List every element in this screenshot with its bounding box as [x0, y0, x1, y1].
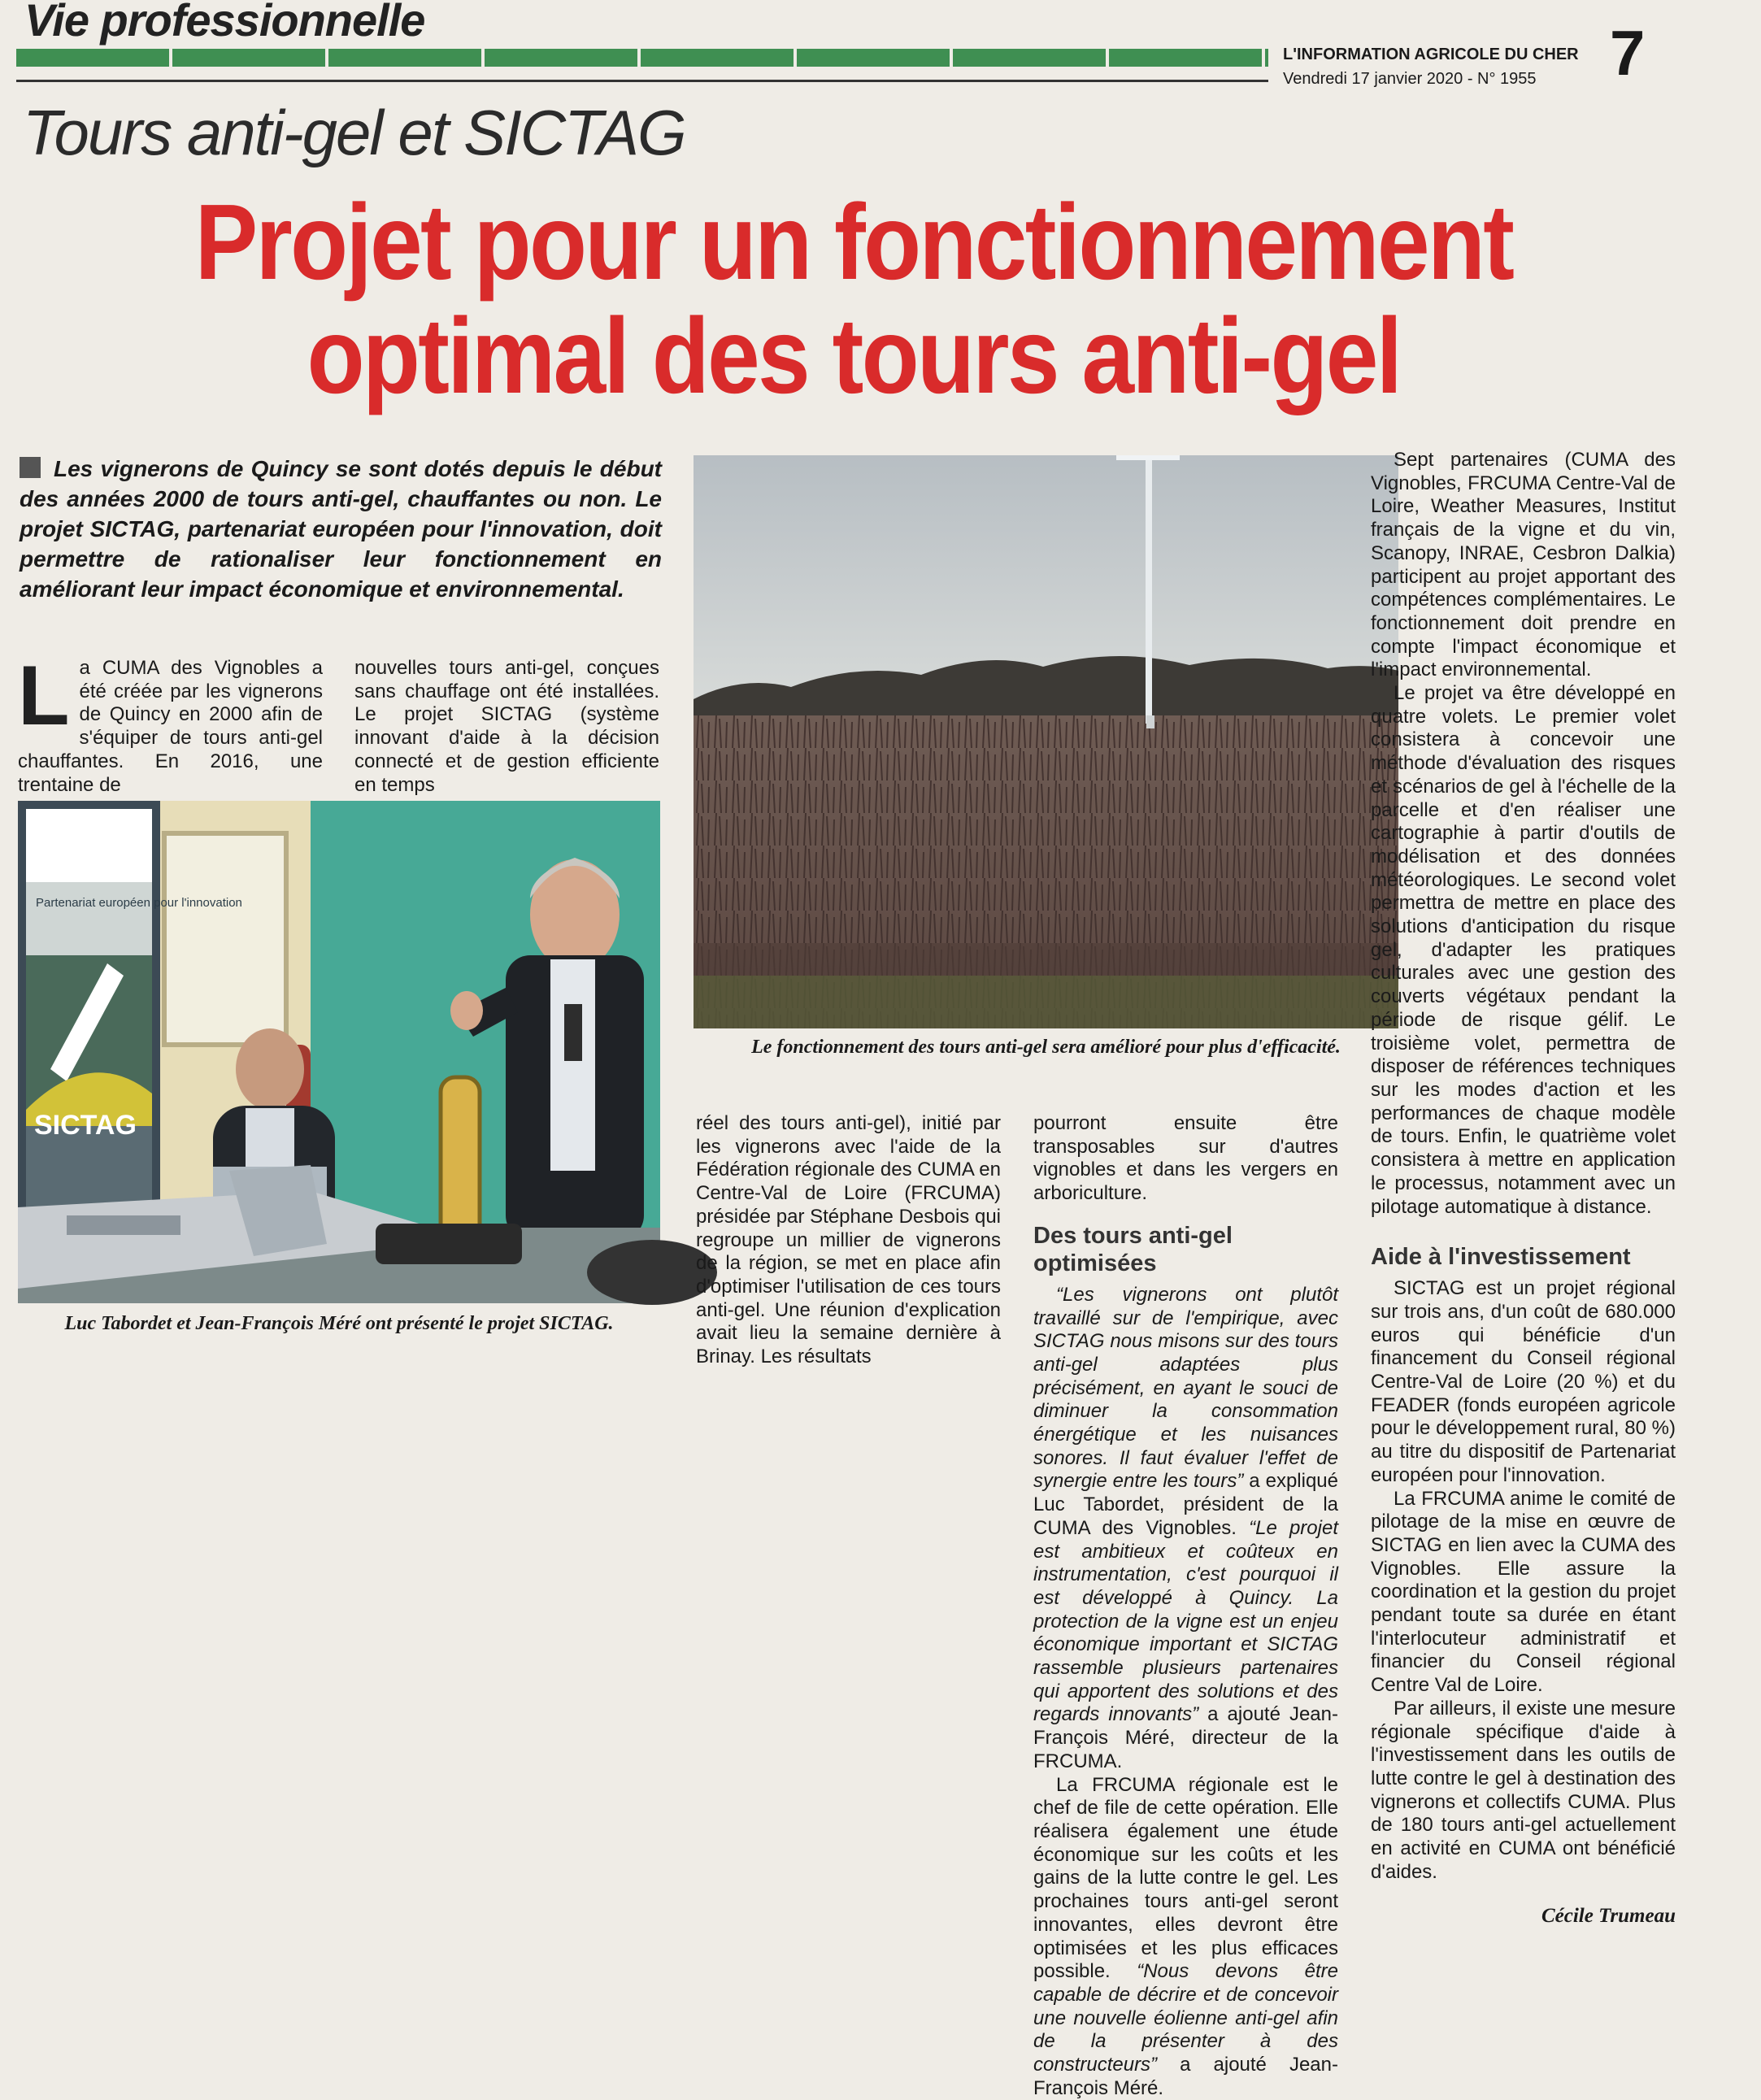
author-signature: Cécile Trumeau: [1541, 1905, 1676, 1928]
page-number: 7: [1610, 17, 1646, 89]
headline-line-1: Projet pour un fonctionnement: [194, 182, 1513, 302]
article-kicker: Tours anti-gel et SICTAG: [23, 97, 685, 168]
meeting-photo-illustration: [18, 801, 660, 1303]
intro-paragraph-2: nouvelles tours anti-gel, conçues sans chauffage ont été installées. Le projet SICTAG (système innovant d'aide à la décision connecté et de gestion efficiente en temps: [354, 657, 659, 796]
paragraph-d-2: [1033, 1284, 1338, 1774]
paragraph-c-1: réel des tours anti-gel), initié par les vignerons avec l'aide de la Fédération régionale des CUMA en Centre-Val de Loire (FRCUMA) présidée par Stéphane Desbois qui regroupe un millier de vignerons de la région, se met en place afin d'optimiser l'utilisation de ces tours anti-gel. Une réunion d'explication avait lieu la semaine dernière à Brinay. Les résultats: [696, 1112, 1001, 1368]
text-d-2: a ajouté Jean-François Méré, directeur de la FRCUMA.: [1033, 1703, 1338, 1772]
text-d-4: a ajouté Jean-François Méré.: [1033, 2054, 1338, 2099]
quote-d-1: “Les vignerons ont plutôt travaillé sur de l'empirique, avec SICTAG nous misons sur des tours anti-gel adaptées plus précisément, en ayant le souci de diminuer la consommation énergétique et les nuisances sonores. Il faut évaluer l'effet de synergie entre les tours”: [1033, 1283, 1338, 1493]
text-d-3: La FRCUMA régionale est le chef de file de cette opération. Elle réalisera également une étude économique sur les coûts et les gains de la lutte contre le gel. Les prochaines tours anti-gel seront innovantes, elles devront être optimisées et les plus efficaces possible.: [1033, 1773, 1338, 1983]
lead-square-icon: [20, 457, 41, 478]
section-label: Vie professionnelle: [24, 0, 425, 46]
vineyard-photo-caption: Le fonctionnement des tours anti-gel sera amélioré pour plus d'efficacité.: [751, 1037, 1341, 1058]
header-stripe: [16, 49, 1268, 67]
banner-logo: SICTAG: [34, 1110, 137, 1141]
paragraph-e-1: Sept partenaires (CUMA des Vignobles, FRCUMA Centre-Val de Loire, Weather Measures, Institut français de la vigne et du vin, Scanopy, INRAE, Cesbron Dalkia) participent au projet apportant des compétences complémentaires. Le fonctionnement doit prendre en compte l'impact économique et l'impact environnemental.: [1371, 449, 1676, 681]
issue-date: Vendredi 17 janvier 2020 - N° 1955: [1283, 70, 1537, 88]
subhead-investment-aid: Aide à l'investissement: [1371, 1244, 1631, 1271]
intro-paragraph-1: a CUMA des Vignobles a été créée par les vignerons de Quincy en 2000 afin de s'équiper de tours anti-gel chauffantes. En 2016, une trentaine de: [18, 657, 323, 796]
meeting-photo: [18, 801, 660, 1303]
paragraph-e-4: La FRCUMA anime le comité de pilotage de la mise en œuvre de SICTAG en lien avec la CUMA des Vignobles. Elle assure la coordination et la gestion du projet pendant toute sa durée en étant l'interlocuteur administratif et financier du Conseil régional Centre Val de Loire.: [1371, 1487, 1676, 1697]
text-d-1: a expliqué Luc Tabordet, président de la CUMA des Vignobles.: [1033, 1470, 1338, 1539]
vineyard-photo: [694, 455, 1398, 1028]
vineyard-photo-illustration: [694, 455, 1398, 1028]
header-rule: [16, 80, 1268, 82]
lead-text: Les vignerons de Quincy se sont dotés depuis le début des années 2000 de tours anti-gel, chauffantes ou non. Le projet SICTAG, partenariat européen pour l'innovation, doit permettre de rationaliser leur fonctionnement en améliorant leur impact économique et environnemental.: [20, 456, 662, 602]
banner-text: Partenariat européen pour l'innovation: [36, 896, 242, 910]
intro-column-1: [18, 649, 323, 797]
drop-cap: L: [18, 649, 70, 743]
paragraph-e-5: Par ailleurs, il existe une mesure régionale spécifique d'aide à l'investissement dans les outils de lutte contre le gel à destination des vignerons et collectifs CUMA. Plus de 180 tours anti-gel actuellement en activité en CUMA ont bénéficié d'aides.: [1371, 1697, 1676, 1883]
paragraph-d-1: pourront ensuite être transposables sur d'autres vignobles et dans les vergers en arboriculture.: [1033, 1112, 1338, 1205]
quote-d-2: “Le projet est ambitieux et coûteux en instrumentation, c'est pourquoi il est développé à Quincy. La protection de la vigne est un enjeu économique important et SICTAG rassemble plusieurs partenaires qui apportent des solutions et des regards innovants”: [1033, 1516, 1338, 1726]
article-lead: [20, 454, 662, 604]
intro-column-2: [354, 657, 659, 797]
article-headline: [131, 182, 1576, 415]
meeting-photo-caption: Luc Tabordet et Jean-François Méré ont présenté le projet SICTAG.: [64, 1313, 614, 1334]
article-column-e: [1371, 449, 1676, 1928]
quote-d-3: “Nous devons être capable de décrire et de concevoir une nouvelle éolienne anti-gel afin de la présenter à des constructeurs”: [1033, 1960, 1339, 2076]
paragraph-e-2: Le projet va être développé en quatre volets. Le premier volet consistera à concevoir une méthode d'évaluation des risques et scénarios de gel à l'échelle de la parcelle et d'en réaliser une cartographie à partir d'outils de modélisation et des données météorologiques. Le second volet permettra de mettre en place des solutions d'anticipation du risque gel, d'adapter les pratiques culturales avec une gestion des couverts végétaux pendant la période de risque gélif. Le troisième volet, permettra de disposer de références techniques sur les modes d'action et les performances de chaque modèle de tours. Enfin, le quatrième volet consistera à mettre en application le processus, notamment avec un pilotage automatique à distance.: [1371, 682, 1676, 1218]
article-column-d: [1033, 1112, 1338, 2100]
subhead-optimised-towers: Des tours anti-gel optimisées: [1033, 1222, 1233, 1276]
publication-name: L'INFORMATION AGRICOLE DU CHER: [1283, 46, 1579, 63]
headline-line-2: optimal des tours anti-gel: [307, 295, 1401, 415]
paragraph-d-3: [1033, 1774, 1338, 2100]
paragraph-e-3: SICTAG est un projet régional sur trois ans, d'un coût de 680.000 euros qui bénéficie d'un financement du Conseil régional Centre-Val de Loire (20 %) et du FEADER (fonds européen agricole pour le développement rural, 80 %) au titre du dispositif de Partenariat européen pour l'innovation.: [1371, 1277, 1676, 1486]
article-column-c: [696, 1112, 1001, 1369]
